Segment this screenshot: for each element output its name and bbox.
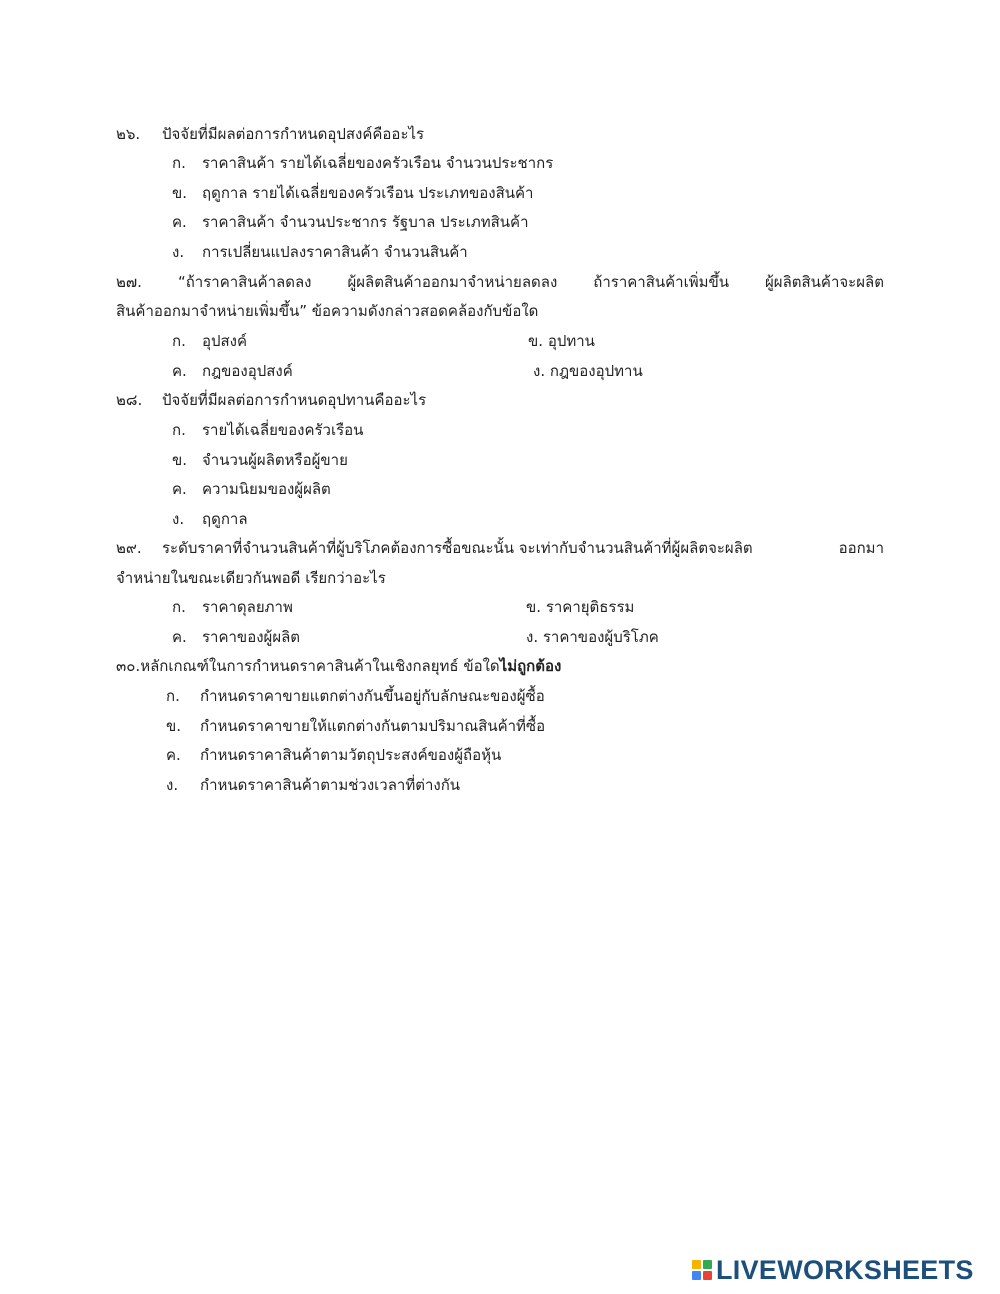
question-text-part: “ถ้าราคาสินค้าลดลง xyxy=(177,273,312,291)
option-27-d[interactable] xyxy=(533,360,643,382)
option-letter: ก. xyxy=(166,687,180,705)
logo-text: LIVEWORKSHEETS xyxy=(716,1254,974,1285)
logo-mark-icon xyxy=(692,1260,712,1280)
option-29-b[interactable] xyxy=(526,596,634,618)
option-letter: ค. xyxy=(172,213,187,231)
option-text: รายได้เฉลี่ยของครัวเรือน xyxy=(202,421,364,439)
question-28 xyxy=(116,389,426,411)
question-number: ๒๗. xyxy=(116,273,142,291)
option-letter: ก. xyxy=(172,598,186,616)
option-letter: ค. xyxy=(166,746,181,764)
option-text: กฎของอุปสงค์ xyxy=(202,362,293,380)
option-letter: ง. xyxy=(166,776,179,794)
question-text: ปัจจัยที่มีผลต่อการกำหนดอุปสงค์คืออะไร xyxy=(162,125,425,143)
option-letter: ง. xyxy=(172,243,185,261)
question-text: หลักเกณฑ์ในการกำหนดราคาสินค้าในเชิงกลยุทธ์ ข้อใด xyxy=(140,657,500,675)
question-29-continued: จำหน่ายในขณะเดียวกันพอดี เรียกว่าอะไร xyxy=(116,569,386,587)
option-29-c[interactable] xyxy=(172,626,300,648)
option-26-c[interactable] xyxy=(172,211,529,233)
option-text: อุปทาน xyxy=(547,332,595,350)
option-text: ราคาดุลยภาพ xyxy=(202,598,293,616)
question-27-continued: สินค้าออกมาจำหน่ายเพิ่มขึ้น” ข้อความดังกล่าวสอดคล้องกับข้อใด xyxy=(116,302,539,320)
option-28-d[interactable] xyxy=(172,508,248,530)
option-letter: ข. xyxy=(172,451,188,469)
option-text: ราคาของผู้ผลิต xyxy=(202,628,301,646)
option-letter: ง. xyxy=(526,628,539,646)
question-number: ๒๙. xyxy=(116,539,142,557)
option-text: การเปลี่ยนแปลงราคาสินค้า จำนวนสินค้า xyxy=(202,243,468,261)
option-30-b[interactable] xyxy=(166,715,545,737)
option-text: ความนิยมของผู้ผลิต xyxy=(202,480,331,498)
option-letter: ข. xyxy=(166,717,182,735)
question-emphasis: ไม่ถูกต้อง xyxy=(499,657,562,675)
question-number: ๒๘. xyxy=(116,391,143,409)
option-letter: ง. xyxy=(172,510,185,528)
question-text-part: ผู้ผลิตสินค้าจะผลิต xyxy=(765,273,884,291)
option-28-b[interactable] xyxy=(172,449,348,471)
option-letter: ก. xyxy=(172,154,186,172)
question-30 xyxy=(116,655,561,677)
option-27-c[interactable] xyxy=(172,360,293,382)
question-text-part: ระดับราคาที่จำนวนสินค้าที่ผู้บริโภคต้องการซื้อขณะนั้น จะเท่ากับจำนวนสินค้าที่ผู้ผลิตจะผลิต xyxy=(162,539,753,557)
option-text: อุปสงค์ xyxy=(202,332,248,350)
question-text-part: ผู้ผลิตสินค้าออกมาจำหน่ายลดลง xyxy=(347,273,558,291)
question-27 xyxy=(116,271,884,293)
option-text: ราคายุติธรรม xyxy=(545,598,635,616)
option-letter: ข. xyxy=(172,184,188,202)
option-letter: ง. xyxy=(533,362,546,380)
question-number: ๓๐. xyxy=(116,657,141,675)
option-text: ราคาของผู้บริโภค xyxy=(542,628,659,646)
option-text: ราคาสินค้า จำนวนประชากร รัฐบาล ประเภทสินค้า xyxy=(202,213,529,231)
option-text: ฤดูกาล xyxy=(202,510,248,528)
question-text-part: ออกมา xyxy=(838,539,884,557)
option-29-a[interactable] xyxy=(172,596,293,618)
option-28-a[interactable] xyxy=(172,419,363,441)
question-29 xyxy=(116,537,884,559)
option-text: กำหนดราคาขายแตกต่างกันขึ้นอยู่กับลักษณะของผู้ซื้อ xyxy=(200,687,545,705)
option-letter: ก. xyxy=(172,332,186,350)
question-text: ปัจจัยที่มีผลต่อการกำหนดอุปทานคืออะไร xyxy=(162,391,427,409)
liveworksheets-logo[interactable] xyxy=(692,1256,974,1284)
option-30-d[interactable] xyxy=(166,774,460,796)
option-text: ราคาสินค้า รายได้เฉลี่ยของครัวเรือน จำนวนประชากร xyxy=(202,154,554,172)
option-26-d[interactable] xyxy=(172,241,468,263)
option-text: กำหนดราคาสินค้าตามวัตถุประสงค์ของผู้ถือหุ้น xyxy=(200,746,502,764)
question-text-part: ถ้าราคาสินค้าเพิ่มขึ้น xyxy=(593,273,729,291)
option-26-a[interactable] xyxy=(172,152,553,174)
option-29-d[interactable] xyxy=(526,626,659,648)
option-letter: ก. xyxy=(172,421,186,439)
option-letter: ค. xyxy=(172,362,187,380)
option-27-b[interactable] xyxy=(528,330,595,352)
option-letter: ข. xyxy=(526,598,542,616)
option-text: กำหนดราคาขายให้แตกต่างกันตามปริมาณสินค้าที่ซื้อ xyxy=(200,717,546,735)
question-26 xyxy=(116,123,424,145)
option-letter: ข. xyxy=(528,332,544,350)
option-27-a[interactable] xyxy=(172,330,247,352)
option-30-a[interactable] xyxy=(166,685,545,707)
option-text: กำหนดราคาสินค้าตามช่วงเวลาที่ต่างกัน xyxy=(200,776,461,794)
option-text: จำนวนผู้ผลิตหรือผู้ขาย xyxy=(202,451,348,469)
option-30-c[interactable] xyxy=(166,744,501,766)
option-text: กฎของอุปทาน xyxy=(549,362,643,380)
option-28-c[interactable] xyxy=(172,478,331,500)
option-text: ฤดูกาล รายได้เฉลี่ยของครัวเรือน ประเภทของสินค้า xyxy=(202,184,534,202)
question-number: ๒๖. xyxy=(116,125,141,143)
option-letter: ค. xyxy=(172,628,187,646)
option-letter: ค. xyxy=(172,480,187,498)
option-26-b[interactable] xyxy=(172,182,533,204)
